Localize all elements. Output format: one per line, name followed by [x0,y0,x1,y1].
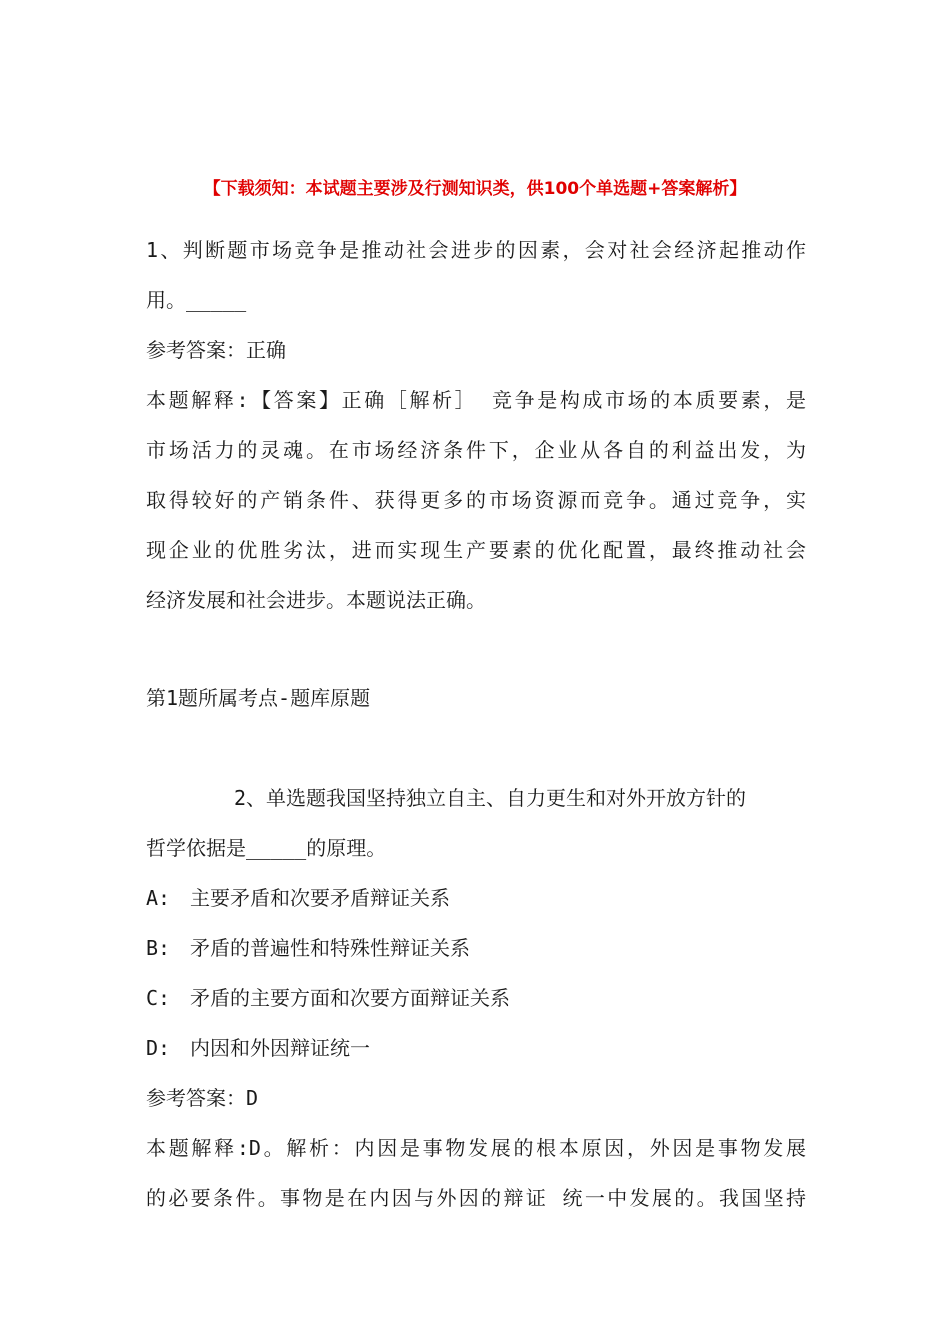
question-2-explanation-line-1: 本题解释:D。解析：内因是事物发展的根本原因，外因是事物发展 [146,1136,806,1160]
question-1-stem-line-1: 1、判断题市场竞争是推动社会进步的因素，会对社会经济起推动作 [146,238,806,262]
option-a-text: 主要矛盾和次要矛盾辩证关系 [190,886,450,910]
question-1-explanation-line-3: 取得较好的产销条件、获得更多的市场资源而竞争。通过竞争，实 [146,488,806,512]
question-2 [146,773,806,1223]
option-c-text: 矛盾的主要方面和次要方面辩证关系 [190,986,510,1010]
option-d [146,1023,806,1073]
question-1 [146,225,806,625]
question-2-answer: 参考答案：D [146,1086,259,1110]
question-1-answer: 参考答案：正确 [146,338,286,362]
question-1-point-text: 第1题所属考点-题库原题 [146,686,371,710]
option-c [146,973,806,1023]
download-notice: 【下载须知：本试题主要涉及行测知识类，供100个单选题+答案解析】 [203,179,747,199]
question-1-explanation-line-5: 经济发展和社会进步。本题说法正确。 [146,588,486,612]
option-c-label: C: [146,986,171,1010]
option-a-label: A: [146,886,171,910]
question-2-explanation-line-2: 的必要条件。事物是在内因与外因的辩证 统一中发展的。我国坚持 [146,1186,806,1210]
question-1-explanation-line-1: 本题解释:【答案】正确［解析］ 竞争是构成市场的本质要素，是 [146,388,806,412]
option-a [146,873,806,923]
question-1-stem-line-2: 用。_____ [146,288,247,312]
option-b-label: B: [146,936,171,960]
option-d-label: D: [146,1036,171,1060]
option-b-text: 矛盾的普遍性和特殊性辩证关系 [190,936,470,960]
question-1-point [146,673,806,723]
question-2-stem-line-1: 2、单选题我国坚持独立自主、自力更生和对外开放方针的 [234,786,747,810]
option-d-text: 内因和外因辩证统一 [190,1036,370,1060]
question-2-stem-line-2: 哲学依据是_____的原理。 [146,836,387,860]
option-b [146,923,806,973]
question-1-explanation-line-4: 现企业的优胜劣汰，进而实现生产要素的优化配置，最终推动社会 [146,538,806,562]
question-1-explanation-line-2: 市场活力的灵魂。在市场经济条件下，企业从各自的利益出发，为 [146,438,806,462]
